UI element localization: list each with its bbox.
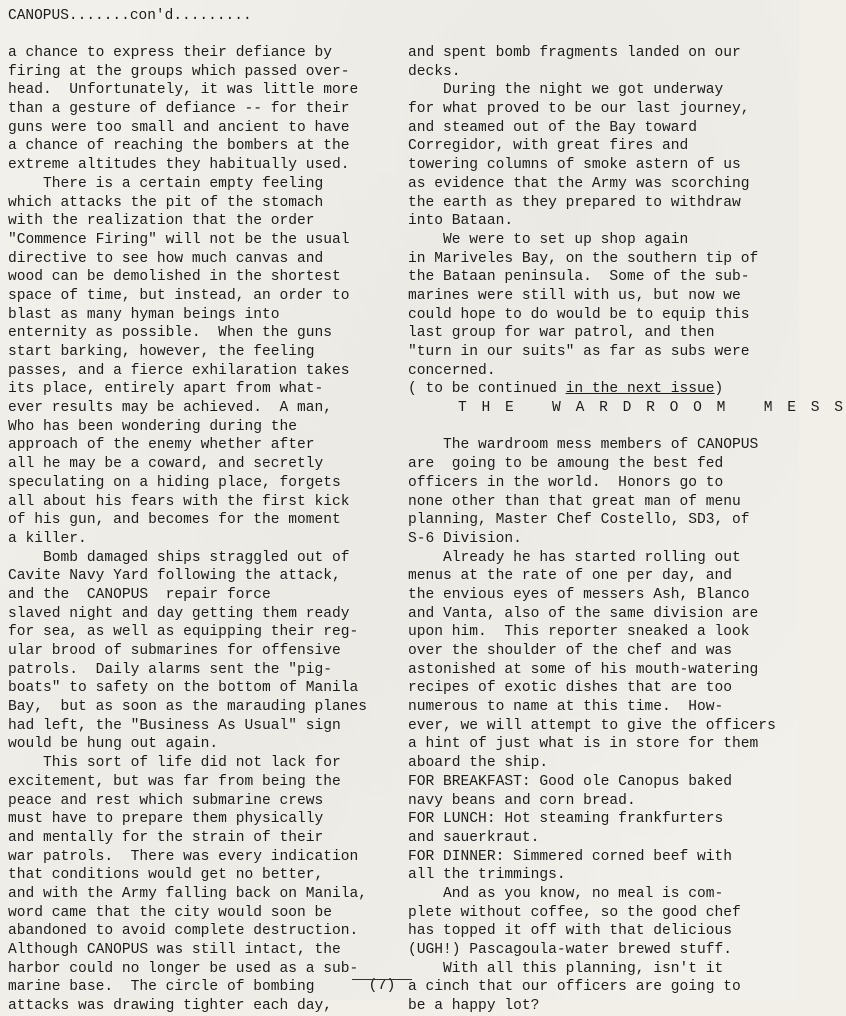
canopus-story-continuation (408, 44, 794, 380)
text-line: enternity as possible. When the guns (8, 325, 333, 342)
text-line: space of time, but instead, an order to (8, 287, 350, 304)
text-line: wood can be demolished in the shortest (8, 269, 341, 286)
text-line: a killer. (8, 530, 87, 547)
text-line: a chance to express their defiance by (8, 45, 333, 61)
text-line: And as you know, no meal is com- (443, 885, 724, 902)
section-title-wardroom-mess: T H E W A R D R O O M M E S S (458, 400, 846, 417)
text-line: and spent bomb fragments landed on our (408, 45, 741, 61)
text-line: excitement, but was far from being the (8, 773, 341, 790)
text-line: as evidence that the Army was scorching (408, 175, 750, 192)
text-line: firing at the groups which passed over- (8, 63, 350, 80)
text-line: There is a certain empty feeling (43, 175, 324, 192)
text-line: must have to prepare them physically (8, 811, 324, 828)
text-line: harbor could no longer be used as a sub- (8, 960, 359, 977)
text-line: recipes of exotic dishes that are too (408, 680, 733, 697)
text-line: marines were still with us, but now we (408, 287, 741, 304)
text-line: that conditions would get no better, (8, 867, 324, 884)
text-line: which attacks the pit of the stomach (8, 194, 324, 211)
text-line: menus at the rate of one per day, and (408, 568, 733, 585)
text-line: and sauerkraut. (408, 829, 540, 846)
text-line: could hope to do would be to equip this (408, 306, 750, 323)
text-line: Bay, but as soon as the marauding planes (8, 699, 368, 716)
text-line: ever results may be achieved. A man, (8, 400, 333, 417)
text-line: slaved night and day getting them ready (8, 605, 350, 622)
text-line: Although CANOPUS was still intact, the (8, 942, 341, 958)
text-line: FOR LUNCH: Hot steaming frankfurters (408, 811, 724, 828)
page-number-rule (352, 979, 412, 980)
text-line: a hint of just what is in store for them (408, 736, 759, 753)
text-line: extreme altitudes they habitually used. (8, 157, 350, 174)
text-line: "turn in our suits" as far as subs were (408, 344, 750, 360)
text-line: FOR BREAKFAST: Good ole Canopus baked (408, 773, 733, 790)
text-line: Corregidor, with great fires and (408, 138, 689, 155)
text-line: are going to be amoung the best fed (408, 456, 724, 473)
spacer (408, 418, 794, 437)
text-line: patrols. Daily alarms sent the "pig- (8, 661, 333, 678)
text-line: speculating on a hiding place, forgets (8, 474, 341, 491)
text-line: into Bataan. (408, 213, 514, 230)
text-line: ever, we will attempt to give the officers (408, 717, 776, 734)
text-line: (UGH!) Pascagoula-water brewed stuff. (408, 942, 733, 958)
text-line: none other than that great man of menu (408, 493, 741, 510)
continued-note-underlined: in the next issue (565, 381, 715, 398)
text-line: During the night we got underway (443, 82, 724, 99)
text-line: a chance of reaching the bombers at the (8, 138, 350, 155)
text-line: ular brood of submarines for offensive (8, 643, 341, 659)
text-line: than a gesture of defiance -- for their (8, 101, 350, 118)
wardroom-mess-article (408, 436, 794, 1015)
text-line: "Commence Firing" will not be the usual (8, 231, 350, 248)
text-line: would be hung out again. (8, 736, 219, 753)
text-line: guns were too small and ancient to have (8, 119, 350, 136)
text-line: its place, entirely apart from what- (8, 381, 324, 398)
text-line: navy beans and corn bread. (408, 792, 636, 809)
text-line: war patrols. There was every indication (8, 848, 359, 865)
text-line: S-6 Division. (408, 530, 522, 547)
text-line: plete without coffee, so the good chef (408, 904, 741, 921)
text-line: word came that the city would soon be (8, 904, 333, 921)
text-line: We were to set up shop again (443, 231, 689, 248)
text-line: over the shoulder of the chef and was (408, 643, 733, 659)
text-line: and steamed out of the Bay toward (408, 119, 698, 136)
text-line: last group for war patrol, and then (408, 325, 715, 342)
text-line: and mentally for the strain of their (8, 829, 324, 846)
text-line: concerned. (408, 362, 496, 379)
text-line: Who has been wondering during the (8, 418, 298, 435)
text-line: With all this planning, isn't it (443, 960, 724, 977)
text-line: astonished at some of his mouth-watering (408, 661, 759, 678)
text-line: a cinch that our officers are going to (408, 979, 741, 996)
text-line: the envious eyes of messers Ash, Blanco (408, 586, 750, 603)
text-line: attacks was drawing tighter each day, (8, 998, 333, 1015)
right-column (408, 44, 846, 1016)
text-line: Cavite Navy Yard following the attack, (8, 568, 341, 585)
text-line: Already he has started rolling out (443, 549, 741, 566)
text-line: directive to see how much canvas and (8, 250, 324, 267)
text-line: upon him. This reporter sneaked a look (408, 624, 750, 641)
text-line: approach of the enemy whether after (8, 437, 315, 454)
text-line: This sort of life did not lack for (43, 755, 341, 772)
text-line: all about his fears with the first kick (8, 493, 350, 510)
left-column (8, 44, 393, 1016)
text-line: with the realization that the order (8, 213, 315, 230)
text-line: officers in the world. Honors go to (408, 474, 724, 491)
text-line: planning, Master Chef Costello, SD3, of (408, 512, 750, 529)
text-line: all the trimmings. (408, 867, 566, 884)
text-line: towering columns of smoke astern of us (408, 157, 741, 174)
text-line: has topped it off with that delicious (408, 923, 733, 940)
text-line: in Mariveles Bay, on the southern tip of (408, 250, 759, 267)
text-line: blast as many hyman beings into (8, 306, 280, 323)
text-line: head. Unfortunately, it was little more (8, 82, 359, 99)
text-line: and the CANOPUS repair force (8, 586, 271, 603)
text-line: decks. (408, 63, 461, 80)
continued-note: ( to be continued in the next issue) (408, 381, 724, 398)
text-line: Bomb damaged ships straggled out of (43, 549, 350, 566)
text-line: marine base. The circle of bombing (8, 979, 315, 996)
text-line: abandoned to avoid complete destruction. (8, 923, 359, 940)
text-line: for sea, as well as equipping their reg- (8, 624, 359, 641)
text-line: FOR DINNER: Simmered corned beef with (408, 848, 733, 865)
text-line: numerous to name at this time. How- (408, 699, 724, 716)
text-line: passes, and a fierce exhilaration takes (8, 362, 350, 379)
text-line: peace and rest which submarine crews (8, 792, 324, 809)
text-line: of his gun, and becomes for the moment (8, 512, 341, 529)
text-line: the earth as they prepared to withdraw (408, 194, 741, 211)
text-line: the Bataan peninsula. Some of the sub- (408, 269, 750, 286)
page-number: (7) (352, 976, 412, 996)
text-line: The wardroom mess members of CANOPUS (443, 437, 759, 454)
text-line: start barking, however, the feeling (8, 344, 315, 360)
text-line: and with the Army falling back on Manila, (8, 885, 368, 902)
text-line: aboard the ship. (408, 755, 549, 772)
text-line: all he may be a coward, and secretly (8, 456, 324, 473)
text-line: had left, the "Business As Usual" sign (8, 717, 341, 734)
text-line: be a happy lot? (408, 998, 540, 1015)
text-line: and Vanta, also of the same division are (408, 605, 759, 622)
text-line: for what proved to be our last journey, (408, 101, 750, 118)
continuation-header: CANOPUS.......con'd......... (8, 8, 252, 24)
text-line: boats" to safety on the bottom of Manila (8, 680, 359, 697)
